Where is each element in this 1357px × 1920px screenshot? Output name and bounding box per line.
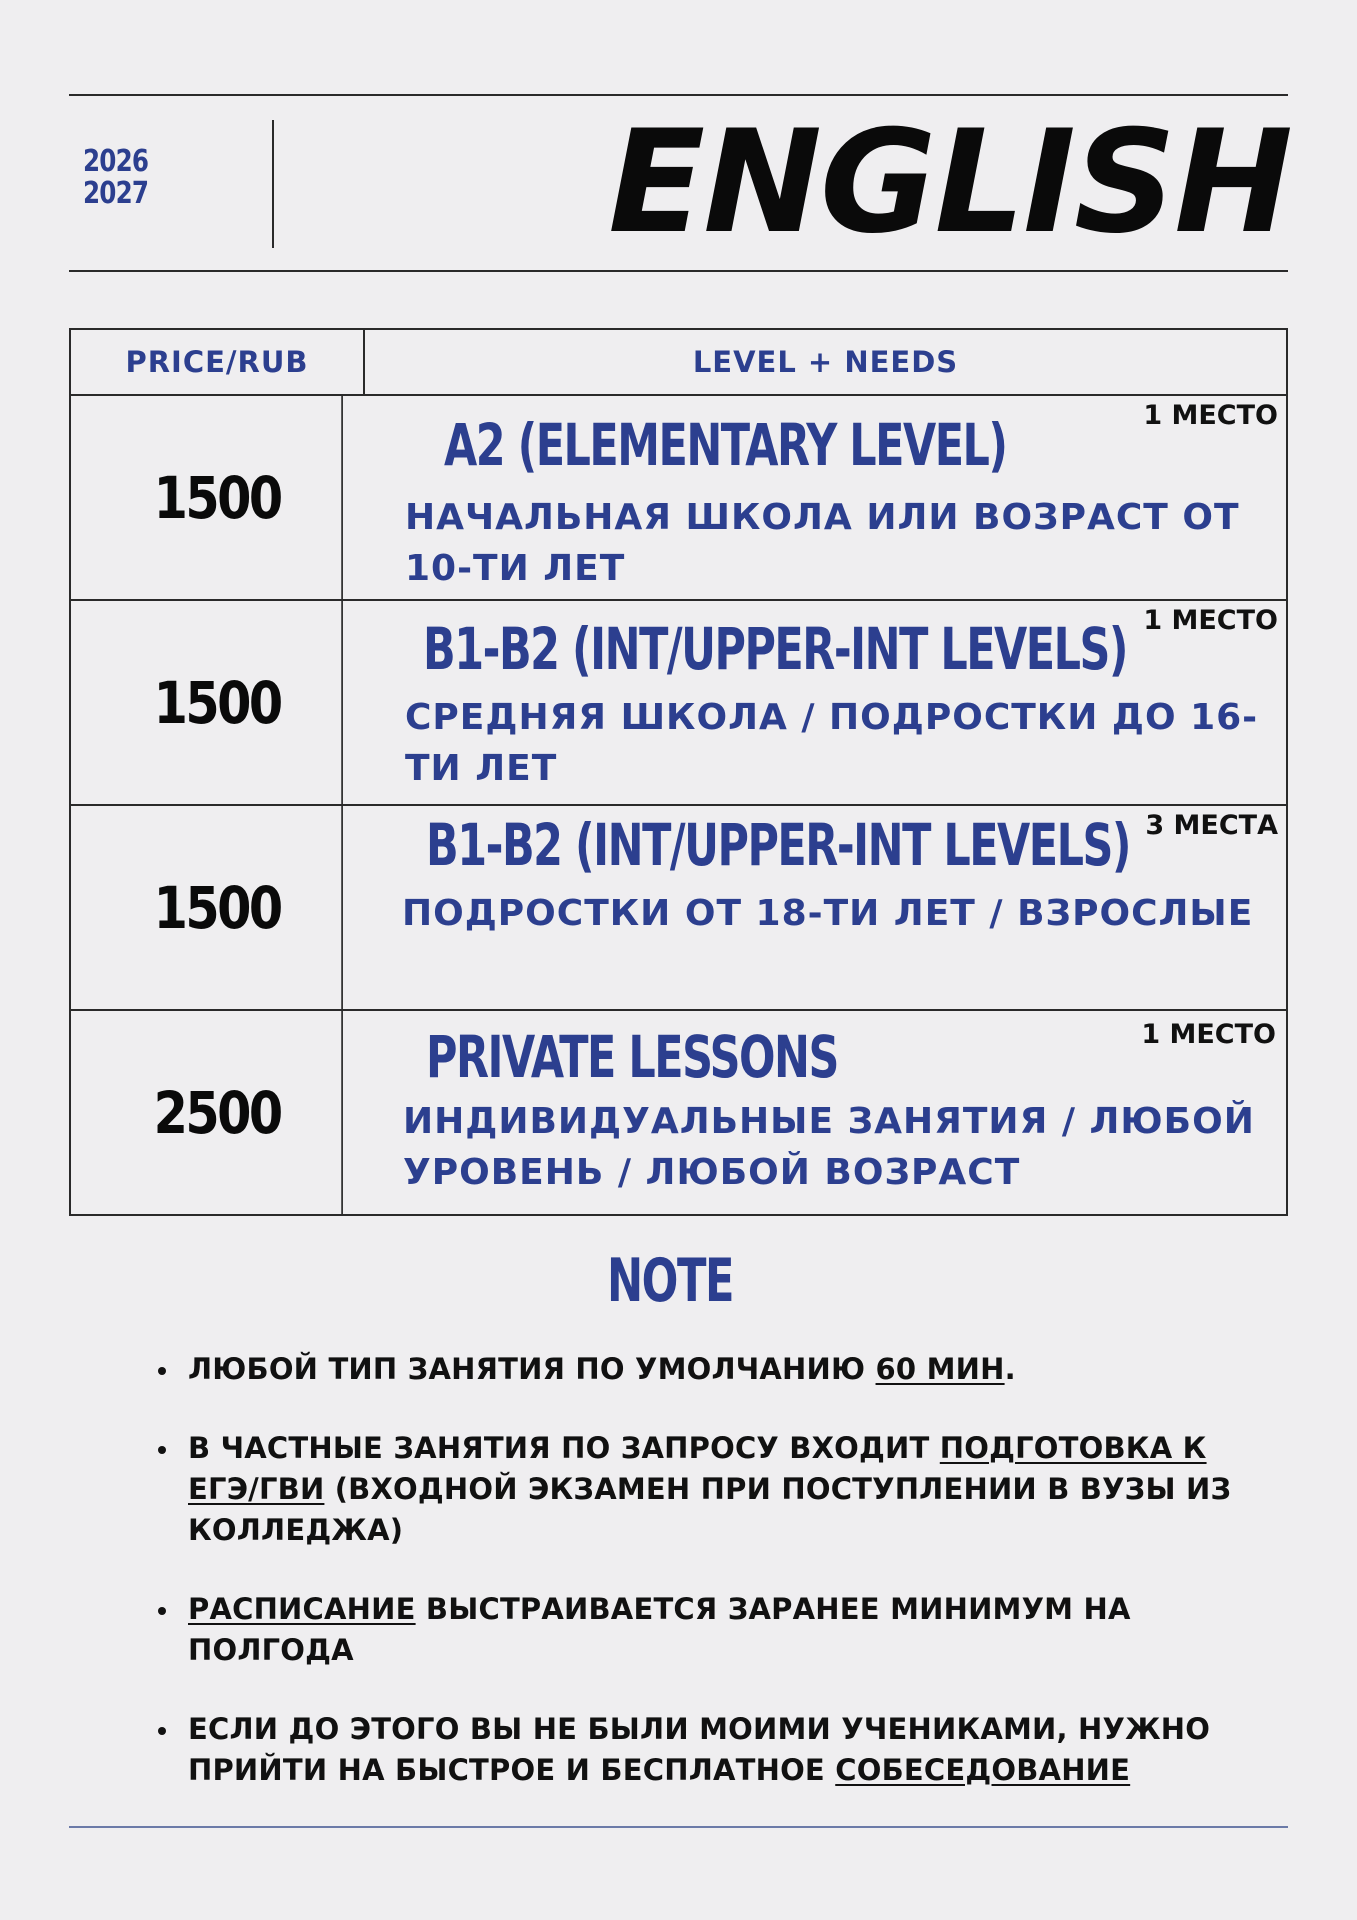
note-highlight: ПОДГОТОВКА К ЕГЭ/ГВИ	[188, 1431, 1207, 1506]
footer-divider	[69, 1826, 1288, 1828]
note-text: ЕСЛИ ДО ЭТОГО ВЫ НЕ БЫЛИ МОИМИ УЧЕНИКАМИ, НУЖНО ПРИЙТИ НА БЫСТРОЕ И БЕСПЛАТНОЕ	[188, 1712, 1211, 1787]
level-title: PRIVATE LESSONS	[426, 1023, 838, 1091]
note-highlight: СОБЕСЕДОВАНИЕ	[835, 1753, 1131, 1787]
level-description: СРЕДНЯЯ ШКОЛА / ПОДРОСТКИ ДО 16-ТИ ЛЕТ	[405, 697, 1259, 789]
level-title: B1-B2 (INT/UPPER-INT LEVELS)	[423, 615, 1128, 683]
price-cell: 1500	[93, 601, 343, 804]
level-cell	[365, 806, 1286, 1009]
table-row	[71, 806, 1286, 1011]
header-bottom-divider	[69, 270, 1288, 272]
price-cell: 1500	[93, 806, 343, 1009]
places-badge: 1 МЕСТО	[1143, 605, 1278, 636]
level-cell	[365, 1011, 1286, 1214]
note-highlight: РАСПИСАНИЕ	[188, 1592, 416, 1626]
table-header	[71, 330, 1286, 396]
note-highlight: 60 МИН	[875, 1352, 1005, 1386]
places-badge: 3 МЕСТА	[1145, 810, 1278, 841]
note-text: .	[1004, 1352, 1016, 1386]
note-heading: NOTE	[606, 1246, 734, 1316]
note-text: (ВХОДНОЙ ЭКЗАМЕН ПРИ ПОСТУПЛЕНИИ В ВУЗЫ ИЗ КОЛЛЕДЖА)	[188, 1472, 1232, 1547]
note-text: ЛЮБОЙ ТИП ЗАНЯТИЯ ПО УМОЛЧАНИЮ	[188, 1352, 876, 1386]
table-row	[71, 396, 1286, 601]
list-item	[156, 1349, 1256, 1390]
header-vertical-divider	[272, 120, 274, 248]
year-start: 2026	[83, 144, 149, 179]
places-badge: 1 МЕСТО	[1143, 400, 1278, 431]
table-row	[71, 601, 1286, 806]
note-text: ВЫСТРАИВАЕТСЯ ЗАРАНЕЕ МИНИМУМ НА ПОЛГОДА	[188, 1592, 1131, 1667]
level-description: НАЧАЛЬНАЯ ШКОЛА ИЛИ ВОЗРАСТ ОТ 10-ТИ ЛЕТ	[405, 497, 1240, 589]
places-badge: 1 МЕСТО	[1141, 1019, 1276, 1050]
list-item	[156, 1428, 1256, 1551]
top-divider	[69, 94, 1288, 96]
table-row	[71, 1011, 1286, 1214]
academic-years	[83, 146, 148, 210]
page-title: ENGLISH	[608, 100, 1291, 265]
level-title: A2 (ELEMENTARY LEVEL)	[444, 411, 1007, 479]
notes-list	[156, 1349, 1256, 1791]
column-header-price: PRICE/RUB	[71, 330, 365, 394]
level-description: ИНДИВИДУАЛЬНЫЕ ЗАНЯТИЯ / ЛЮБОЙ УРОВЕНЬ / ЛЮБОЙ ВОЗРАСТ	[403, 1101, 1255, 1193]
level-cell	[365, 396, 1286, 599]
price-cell: 1500	[93, 396, 343, 599]
column-header-level: LEVEL + NEEDS	[692, 345, 959, 379]
note-text: В ЧАСТНЫЕ ЗАНЯТИЯ ПО ЗАПРОСУ ВХОДИТ	[188, 1431, 940, 1465]
level-description: ПОДРОСТКИ ОТ 18-ТИ ЛЕТ / ВЗРОСЛЫЕ	[402, 893, 1254, 934]
list-item	[156, 1709, 1256, 1791]
price-table	[69, 328, 1288, 1216]
level-cell	[365, 601, 1286, 804]
level-title: B1-B2 (INT/UPPER-INT LEVELS)	[426, 811, 1131, 879]
year-end: 2027	[83, 176, 149, 211]
price-cell: 2500	[93, 1011, 343, 1214]
list-item	[156, 1589, 1256, 1671]
